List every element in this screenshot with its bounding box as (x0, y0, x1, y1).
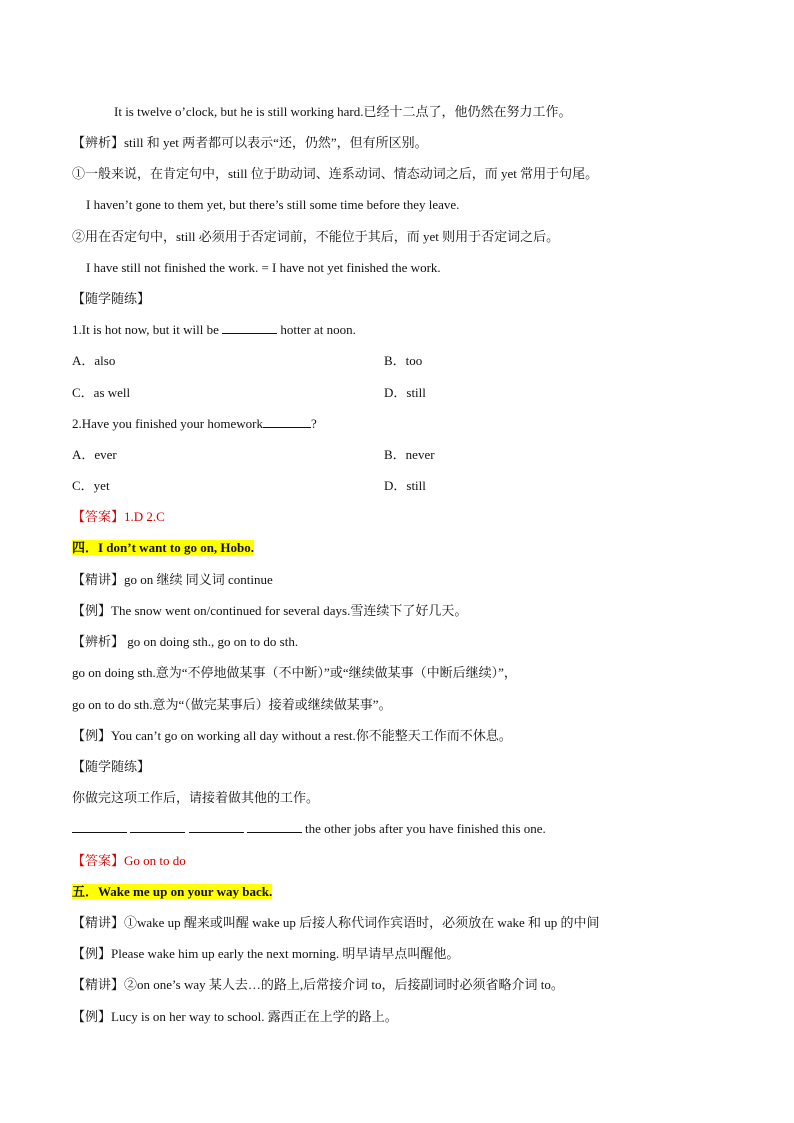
answer-blank (189, 820, 244, 833)
option-d: D．still (384, 478, 426, 493)
option-b: B．never (384, 447, 435, 462)
question-1-text: 1.It is hot now, but it will be (72, 322, 223, 337)
question-1-text-end: hotter at noon. (277, 322, 356, 337)
answer-blank (247, 820, 302, 833)
option-a: A．also (72, 353, 116, 368)
rule-1-example: I haven’t gone to them yet, but there’s still some time before they leave. (86, 197, 460, 212)
option-b: B．too (384, 353, 423, 368)
question-1 (72, 321, 356, 339)
fill-in-blanks (72, 820, 546, 838)
option-d: D．still (384, 385, 426, 400)
section-5-heading (72, 883, 272, 901)
answer-blank (72, 820, 127, 833)
answer-blank (222, 321, 277, 334)
rule-2-example: I have still not finished the work. = I have not yet finished the work. (86, 260, 441, 275)
section-4-heading (72, 539, 254, 557)
practice-prompt: 你做完这项工作后，请接着做其他的工作。 (72, 790, 320, 805)
example: 【例】Lucy is on her way to school. 露西正在上学的路上。 (72, 1009, 398, 1024)
answer-key-2: 【答案】Go on to do (72, 853, 186, 868)
answer-blank (263, 415, 311, 428)
practice-heading: 【随学随练】 (72, 291, 151, 306)
explanation: 【精讲】②on one’s way 某人去…的路上,后常接介词 to，后接副词时必须省略介词 to。 (72, 977, 564, 992)
answer-key-1: 【答案】1.D 2.C (72, 509, 165, 524)
section-4-title: 四．I don’t want to go on, Hobo. (72, 540, 255, 555)
example: 【例】You can’t go on working all day without a rest.你不能整天工作而不休息。 (72, 728, 512, 743)
explanation: 【精讲】①wake up 醒来或叫醒 wake up 后接人称代词作宾语时，必须放在 wake 和 up 的中间 (72, 915, 600, 930)
option-a: A．ever (72, 447, 117, 462)
rule-2: ②用在否定句中，still 必须用于否定词前，不能位于其后，而 yet 则用于否定词之后。 (72, 229, 560, 244)
practice-heading: 【随学随练】 (72, 759, 151, 774)
section-5-title: 五．Wake me up on your way back. (72, 884, 273, 899)
question-2 (72, 415, 317, 433)
rule-1: ①一般来说，在肯定句中，still 位于助动词、连系动词、情态动词之后，而 yet 常用于句尾。 (72, 166, 599, 181)
analysis-heading: 【辨析】still 和 yet 两者都可以表示“还，仍然”，但有所区别。 (72, 135, 428, 150)
option-c: C．yet (72, 478, 110, 493)
explanation: 【精讲】go on 继续 同义词 continue (72, 572, 273, 587)
question-2-text: 2.Have you finished your homework (72, 416, 263, 431)
analysis: 【辨析】 go on doing sth., go on to do sth. (72, 634, 299, 649)
example: 【例】Please wake him up early the next morning. 明早请早点叫醒他。 (72, 946, 460, 961)
usage-1: go on doing sth.意为“不停地做某事（不中断）”或“继续做某事（中断后继续）”， (72, 665, 517, 680)
question-2-text-end: ? (311, 416, 317, 431)
option-c: C．as well (72, 385, 131, 400)
fill-in-text: the other jobs after you have finished this one. (301, 821, 546, 836)
example: 【例】The snow went on/continued for several days.雪连续下了好几天。 (72, 603, 468, 618)
usage-2: go on to do sth.意为“（做完某事后）接着或继续做某事”。 (72, 697, 392, 712)
example-sentence: It is twelve o’clock, but he is still working hard.已经十二点了，他仍然在努力工作。 (114, 104, 572, 119)
answer-blank (130, 820, 185, 833)
